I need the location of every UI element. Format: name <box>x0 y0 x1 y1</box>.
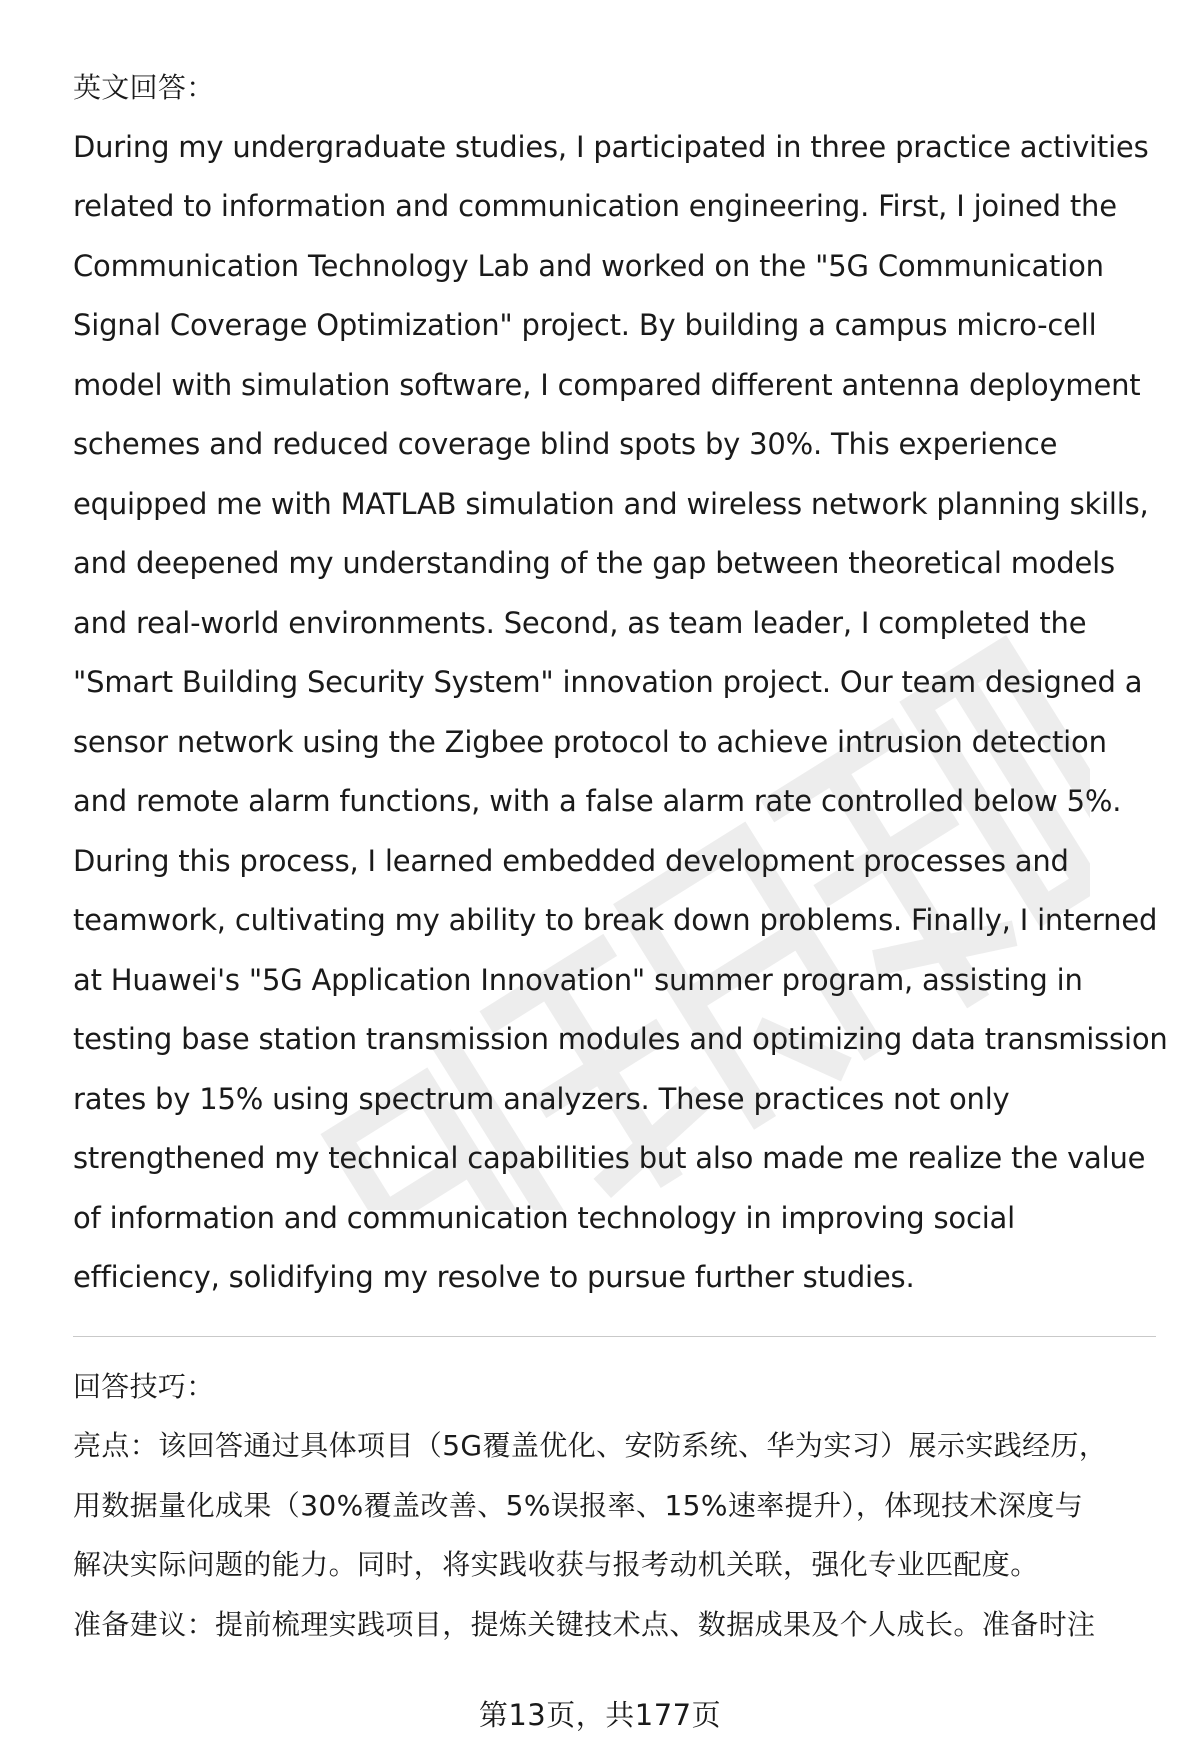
english-answer-line: rates by 15% using spectrum analyzers. These practices not only <box>73 1081 1010 1116</box>
english-answer-line: teamwork, cultivating my ability to break down problems. Finally, I interned <box>73 903 1158 937</box>
tips-line: 准备建议：提前梳理实践项目，提炼关键技术点、数据成果及个人成长。准备时注 <box>73 1607 1096 1641</box>
tips-line: 解决实际问题的能力。同时，将实践收获与报考动机关联，强化专业匹配度。 <box>73 1548 1039 1581</box>
english-answer-line: efficiency, solidifying my resolve to pursue further studies. <box>73 1260 915 1294</box>
english-answer-heading: 英文回答： <box>73 71 215 104</box>
english-answer-line: equipped me with MATLAB simulation and wireless network planning skills, <box>73 486 1149 521</box>
english-answer-line: and real-world environments. Second, as team leader, I completed the <box>73 605 1087 640</box>
content-area <box>73 58 1168 1654</box>
english-answer-line: Signal Coverage Optimization" project. By building a campus micro-cell <box>73 308 1097 342</box>
english-answer-line: at Huawei's "5G Application Innovation" summer program, assisting in <box>73 962 1083 997</box>
english-answer-body <box>73 118 1168 1308</box>
english-answer-line: model with simulation software, I compared different antenna deployment <box>73 367 1141 402</box>
tips-body <box>73 1416 1158 1654</box>
tips-heading: 回答技巧： <box>73 1369 215 1403</box>
tips-line: 亮点：该回答通过具体项目（5G覆盖优化、安防系统、华为实习）展示实践经历， <box>73 1429 1108 1462</box>
english-answer-line: schemes and reduced coverage blind spots by 30%. This experience <box>73 427 1058 461</box>
english-answer-line: sensor network using the Zigbee protocol to achieve intrusion detection <box>73 724 1107 759</box>
page-number: 第13页，共177页 <box>478 1698 722 1732</box>
tips-line: 用数据量化成果（30%覆盖改善、5%误报率、15%速率提升），体现技术深度与 <box>73 1488 1084 1522</box>
english-answer-line: Communication Technology Lab and worked on the "5G Communication <box>73 248 1104 283</box>
english-answer-line: During this process, I learned embedded development processes and <box>73 843 1069 878</box>
english-answer-line: testing base station transmission modules and optimizing data transmission <box>73 1022 1168 1056</box>
english-answer-line: and remote alarm functions, with a false alarm rate controlled below 5%. <box>73 784 1122 818</box>
english-answer-line: and deepened my understanding of the gap between theoretical models <box>73 546 1115 580</box>
english-answer-line: "Smart Building Security System" innovation project. Our team designed a <box>73 665 1143 699</box>
english-answer-line: of information and communication technology in improving social <box>73 1200 1015 1235</box>
section-divider <box>73 1336 1156 1337</box>
english-answer-line: During my undergraduate studies, I participated in three practice activities <box>73 129 1149 164</box>
english-answer-line: strengthened my technical capabilities but also made me realize the value <box>73 1141 1146 1175</box>
english-answer-line: related to information and communication engineering. First, I joined the <box>73 189 1117 223</box>
